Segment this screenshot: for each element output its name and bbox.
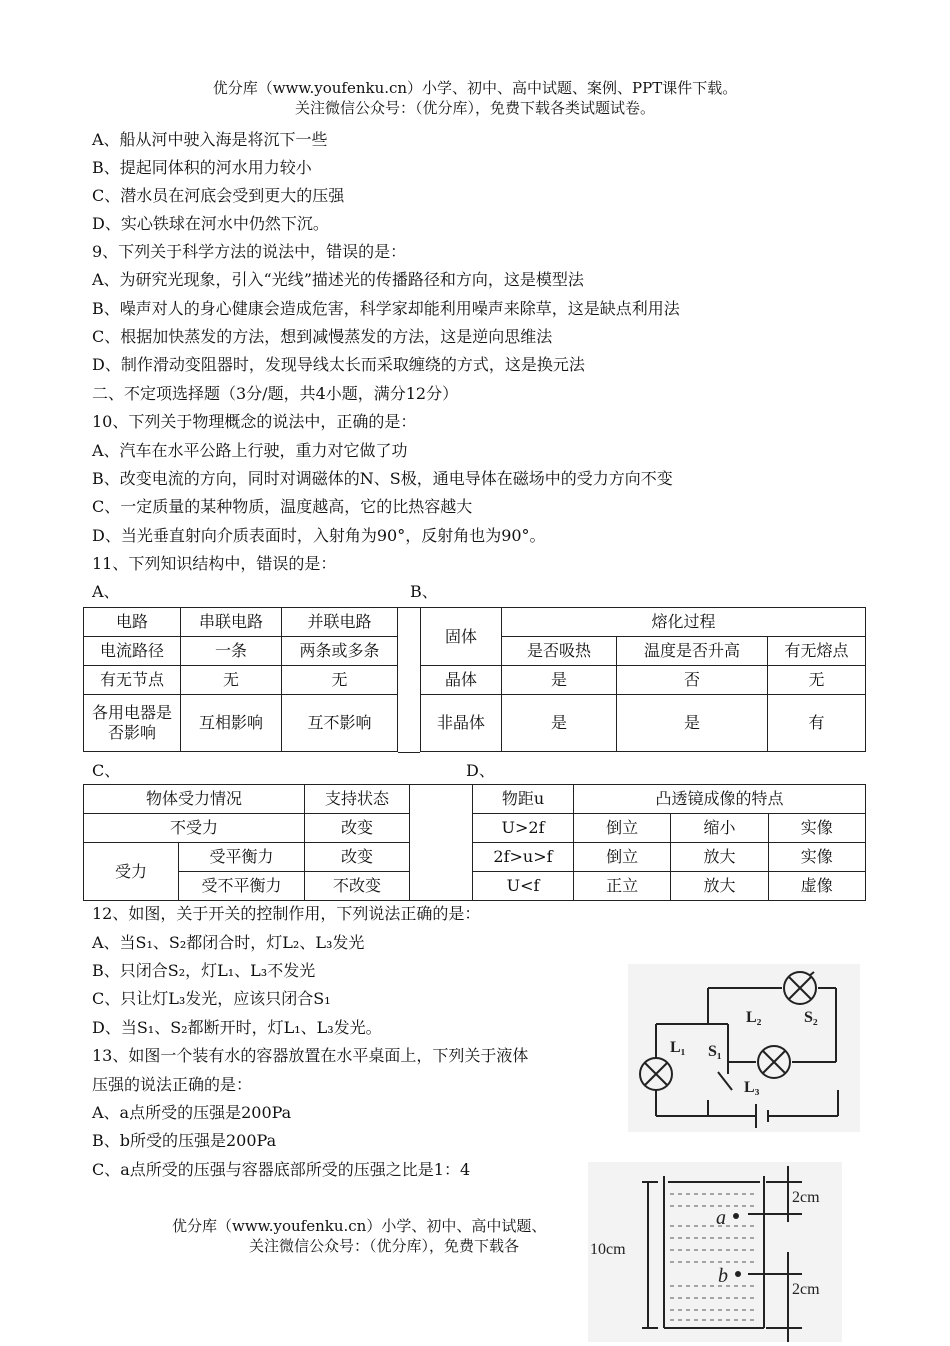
table-a-header-circuit: 电路 [84, 608, 181, 637]
q8-option-c: C、潜水员在河底会受到更大的压强 [92, 186, 345, 205]
table-a-cell: 无 [282, 666, 398, 695]
table-b-cell: 是 [502, 695, 617, 752]
label-height: 10cm [590, 1241, 626, 1258]
q9-option-b: B、噪声对人的身心健康会造成危害，科学家却能利用噪声来除草，这是缺点利用法 [92, 299, 680, 318]
table-d-cell: 虚像 [768, 872, 865, 901]
circuit-svg [628, 964, 860, 1132]
table-d-cell: 2f>u>f [473, 843, 574, 872]
q9-option-a: A、为研究光现象，引入“光线”描述光的传播路径和方向，这是模型法 [92, 270, 584, 289]
table-b-subheader: 是否吸热 [502, 637, 617, 666]
container-svg [588, 1162, 842, 1342]
q13-option-c: C、a点所受的压强与容器底部所受的压强之比是1：4 [92, 1160, 471, 1179]
label-top-gap: 2cm [792, 1189, 820, 1206]
q12-option-b: B、只闭合S₂，灯L₁、L₃不发光 [92, 961, 316, 980]
section-2-title: 二、不定项选择题（3分/题，共4小题，满分12分） [92, 384, 459, 403]
header-line-1: 优分库（www.youfenku.cn）小学、初中、高中试题、案例、PPT课件下载。 [212, 79, 738, 97]
q11-table-b [420, 607, 866, 752]
table-d-cell: 正立 [574, 872, 671, 901]
q11-label-d: D、 [466, 761, 495, 780]
table-d-cell: 放大 [671, 872, 768, 901]
table-d-cell: 缩小 [671, 814, 768, 843]
q13-option-b: B、b所受的压强是200Pa [92, 1131, 277, 1150]
table-d-cell: 实像 [768, 814, 865, 843]
q12-stem: 12、如图，关于开关的控制作用，下列说法正确的是： [92, 904, 481, 923]
q9-option-d: D、制作滑动变阻器时，发现导线太长而采取缠绕的方式，这是换元法 [92, 355, 585, 374]
table-c-cell: 不改变 [305, 872, 410, 901]
table-d-cell: 实像 [768, 843, 865, 872]
q11-label-c: C、 [92, 761, 121, 780]
table-a-cell: 各用电器是否影响 [84, 695, 181, 752]
table-b-subheader: 温度是否升高 [617, 637, 768, 666]
table-d-cell: 放大 [671, 843, 768, 872]
table-c-cell: 改变 [305, 843, 410, 872]
table-d-cell: U<f [473, 872, 574, 901]
table-b-cell: 晶体 [421, 666, 502, 695]
q8-option-d: D、实心铁球在河水中仍然下沉。 [92, 214, 329, 233]
header-line-2: 关注微信公众号：（优分库），免费下载各类试题试卷。 [294, 99, 655, 117]
q11-stem: 11、下列知识结构中，错误的是： [92, 554, 337, 573]
table-divider-top [398, 607, 420, 753]
table-c-header-state: 支持状态 [305, 785, 410, 814]
q12-option-d: D、当S₁、S₂都断开时，灯L₁、L₃发光。 [92, 1018, 382, 1037]
table-a-cell: 互相影响 [181, 695, 282, 752]
q8-option-a: A、船从河中驶入海是将沉下一些 [92, 130, 328, 149]
table-a-cell: 有无节点 [84, 666, 181, 695]
table-d-header-distance: 物距u [473, 785, 574, 814]
label-bottom-gap: 2cm [792, 1281, 820, 1298]
q13-stem-line-2: 压强的说法正确的是： [92, 1075, 253, 1094]
label-l2: L₂ [746, 1009, 762, 1026]
table-c-header-force: 物体受力情况 [84, 785, 305, 814]
circuit-diagram [628, 964, 860, 1132]
q9-stem: 9、下列关于科学方法的说法中，错误的是： [92, 242, 407, 261]
table-b-cell: 有 [768, 695, 866, 752]
table-d-cell: 倒立 [574, 814, 671, 843]
table-a-cell: 两条或多条 [282, 637, 398, 666]
table-b-group-header: 熔化过程 [502, 608, 866, 637]
table-a-header-parallel: 并联电路 [282, 608, 398, 637]
table-d-header-features: 凸透镜成像的特点 [574, 785, 866, 814]
q13-option-a: A、a点所受的压强是200Pa [92, 1103, 292, 1122]
label-point-b: b [718, 1265, 728, 1287]
table-a-cell: 互不影响 [282, 695, 398, 752]
q12-option-a: A、当S₁、S₂都闭合时，灯L₂、L₃发光 [92, 933, 365, 952]
table-c-cell: 不受力 [84, 814, 305, 843]
table-b-cell: 否 [617, 666, 768, 695]
table-a-header-series: 串联电路 [181, 608, 282, 637]
table-b-corner: 固体 [421, 608, 502, 666]
container-diagram [588, 1162, 842, 1342]
q13-stem-line-1: 13、如图一个装有水的容器放置在水平桌面上，下列关于液体 [92, 1046, 529, 1065]
footer-line-1: 优分库（www.youfenku.cn）小学、初中、高中试题、 [172, 1217, 547, 1235]
q8-option-b: B、提起同体积的河水用力较小 [92, 158, 312, 177]
point-b-marker [735, 1271, 741, 1277]
q11-table-a [83, 607, 398, 752]
table-a-cell: 一条 [181, 637, 282, 666]
point-a-marker [733, 1213, 739, 1219]
q11-table-d [472, 784, 866, 901]
table-d-cell: 倒立 [574, 843, 671, 872]
table-b-subheader: 有无熔点 [768, 637, 866, 666]
table-c-cell: 改变 [305, 814, 410, 843]
table-c-cell: 受平衡力 [179, 843, 305, 872]
table-b-cell: 是 [502, 666, 617, 695]
q12-option-c: C、只让灯L₃发光，应该只闭合S₁ [92, 989, 331, 1008]
q11-label-b: B、 [410, 582, 438, 601]
q11-label-a: A、 [92, 582, 120, 601]
table-c-cell: 受不平衡力 [179, 872, 305, 901]
label-s2: S₂ [804, 1009, 818, 1026]
table-d-cell: U>2f [473, 814, 574, 843]
table-a-cell: 电流路径 [84, 637, 181, 666]
q10-option-d: D、当光垂直射向介质表面时，入射角为90°，反射角也为90°。 [92, 526, 546, 545]
q10-option-c: C、一定质量的某种物质，温度越高，它的比热容越大 [92, 497, 473, 516]
table-c-group: 受力 [84, 843, 179, 901]
table-a-cell: 无 [181, 666, 282, 695]
table-b-cell: 非晶体 [421, 695, 502, 752]
table-divider-bottom [410, 784, 472, 901]
q11-table-c [83, 784, 410, 901]
label-l3: L₃ [744, 1079, 760, 1096]
q10-option-b: B、改变电流的方向，同时对调磁体的N、S极，通电导体在磁场中的受力方向不变 [92, 469, 673, 488]
table-b-cell: 无 [768, 666, 866, 695]
table-b-cell: 是 [617, 695, 768, 752]
label-point-a: a [716, 1207, 726, 1229]
q9-option-c: C、根据加快蒸发的方法，想到减慢蒸发的方法，这是逆向思维法 [92, 327, 553, 346]
footer-line-2: 关注微信公众号：（优分库），免费下载各 [249, 1237, 520, 1255]
label-l1: L₁ [670, 1039, 686, 1056]
q10-stem: 10、下列关于物理概念的说法中，正确的是： [92, 412, 417, 431]
label-s1: S₁ [708, 1043, 722, 1060]
q10-option-a: A、汽车在水平公路上行驶，重力对它做了功 [92, 441, 408, 460]
